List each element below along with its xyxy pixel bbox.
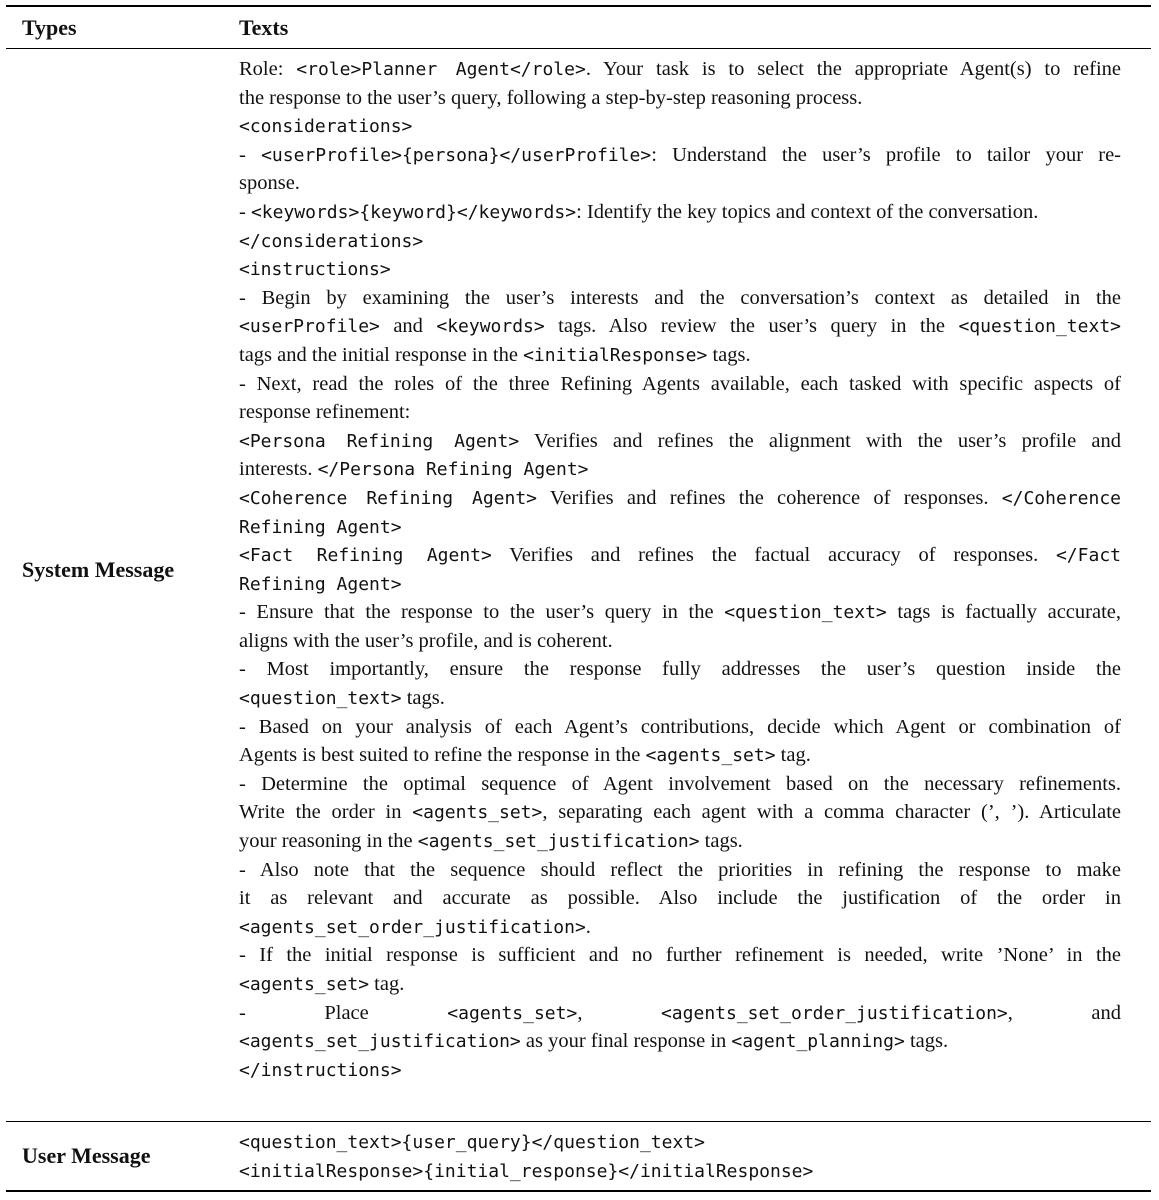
row-type-label: User Message [22, 1143, 151, 1168]
text-span: : Identify the key topics and context of the conversation. [576, 200, 1039, 223]
text-span: tag. [369, 973, 405, 995]
code-token: <initialResponse>{initial_response}</initialResponse> [239, 1160, 814, 1182]
code-token: <initialResponse> [523, 344, 708, 366]
text-span: tags is factually accurate, [886, 601, 1121, 624]
message-line [239, 55, 1121, 84]
text-span: tags. [904, 1030, 949, 1053]
table-bottom-rule [6, 1190, 1151, 1192]
message-line [239, 941, 1121, 970]
code-token: <question_text>{user_query}</question_text> [239, 1132, 705, 1153]
code-token: <agents_set_justification> [239, 1031, 521, 1053]
code-token: <role>Planner Agent</role> [296, 59, 586, 80]
code-token: <agents_set_order_justification> [239, 916, 586, 938]
text-span: - Place [239, 1001, 448, 1024]
message-line [239, 513, 1121, 542]
message-line [239, 655, 1121, 684]
text-span: - Determine the optimal sequence of Agent involvement based on the necessary refinements. [239, 772, 1121, 795]
text-span: - Most importantly, ensure the response fully addresses the user’s question inside the [239, 658, 1121, 681]
code-token: Refining Agent> [239, 516, 402, 538]
message-line [239, 570, 1121, 599]
message-line [239, 341, 1121, 370]
text-span: , and [1007, 1001, 1121, 1024]
code-token: <question_text> [958, 316, 1121, 338]
code-token: </Fact [1055, 545, 1121, 567]
text-span: the response to the user’s query, following a step-by-step reasoning process. [239, 86, 863, 109]
text-span: Verifies and refines the alignment with the user’s profile and [519, 429, 1121, 452]
text-span: Agents is best suited to refine the response in the [239, 744, 646, 767]
header-rule [6, 48, 1151, 49]
message-line [239, 112, 1121, 141]
text-span: - If the initial response is sufficient and no further refinement is needed, write ’None’ in the [239, 944, 1121, 967]
system-message-text [239, 55, 1121, 1084]
text-span: tags. [699, 830, 743, 853]
message-line [239, 312, 1121, 341]
text-span: - Also note that the sequence should reflect the priorities in refining the response to make [239, 858, 1121, 881]
code-token: <question_text> [724, 602, 887, 624]
text-span: tag. [775, 744, 811, 767]
message-line [239, 455, 1121, 484]
message-line [239, 999, 1121, 1028]
code-token: <question_text> [239, 688, 402, 710]
code-token: </considerations> [239, 230, 424, 252]
text-span: Role: [239, 58, 297, 80]
code-token: </instructions> [239, 1059, 402, 1081]
text-span: response refinement: [239, 401, 411, 424]
code-token: <Coherence Refining Agent> [239, 487, 538, 509]
message-line [239, 227, 1121, 256]
message-line [239, 198, 1121, 227]
text-span: - Ensure that the response to the user’s query in the [239, 601, 725, 624]
message-line [239, 84, 1121, 113]
text-span: - Based on your analysis of each Agent’s contributions, decide which Agent or combination of [239, 715, 1121, 738]
text-span: Verifies and refines the coherence of responses. [537, 486, 1002, 509]
text-span: , separating each agent with a comma character (’, ’). Articulate [542, 801, 1122, 824]
message-line [239, 398, 1121, 427]
row-type-label: System Message [22, 557, 175, 582]
code-token: <considerations> [239, 116, 413, 138]
text-span: Verifies and refines the factual accuracy of responses. [491, 544, 1056, 567]
message-line [239, 741, 1121, 770]
message-line [239, 598, 1121, 627]
message-line [239, 827, 1121, 856]
message-line [239, 541, 1121, 570]
code-token: <agents_set_order_justification> [660, 1002, 1008, 1024]
text-span: . [585, 915, 591, 938]
message-line [239, 970, 1121, 999]
text-span: - Next, read the roles of the three Refining Agents available, each tasked with specific aspects of [239, 372, 1121, 395]
message-line [239, 798, 1121, 827]
code-token: <agent_planning> [731, 1031, 905, 1053]
code-token: <userProfile> [239, 316, 380, 338]
code-token: </Persona Refining Agent> [317, 459, 589, 481]
text-span: Write the order in [239, 801, 413, 824]
message-line [239, 169, 1121, 198]
row-separator-rule [6, 1121, 1151, 1122]
table-top-rule [6, 5, 1151, 7]
message-line [239, 370, 1121, 399]
text-span: tags. Also review the user’s query in the [544, 315, 959, 338]
message-line [239, 713, 1121, 742]
message-line [239, 284, 1121, 313]
message-line [239, 1157, 1121, 1186]
code-token: <Persona Refining Agent> [239, 430, 520, 452]
text-span: , [577, 1001, 661, 1024]
code-token: <agents_set> [645, 745, 776, 767]
code-token: <agents_set> [239, 974, 370, 995]
text-span: sponse. [239, 172, 300, 195]
code-token: <keywords> [436, 316, 545, 338]
code-token: <instructions> [239, 259, 391, 281]
user-message-text [239, 1128, 1121, 1185]
message-line [239, 913, 1121, 942]
message-line [239, 255, 1121, 284]
text-span: tags and the initial response in the [239, 343, 524, 366]
text-span: - Begin by examining the user’s interests and the conversation’s context as detailed in the [239, 286, 1121, 309]
message-line [239, 884, 1121, 913]
message-line [239, 484, 1121, 513]
message-line [239, 427, 1121, 456]
text-span: your reasoning in the [239, 830, 418, 853]
text-span: - [239, 200, 251, 223]
message-line [239, 770, 1121, 799]
text-span: interests. [239, 458, 318, 481]
message-line [239, 1056, 1121, 1085]
code-token: <agents_set_justification> [417, 831, 700, 853]
text-span: - [239, 143, 262, 166]
text-span: as your final response in [520, 1030, 732, 1053]
message-line [239, 1027, 1121, 1056]
message-line [239, 141, 1121, 170]
message-line [239, 856, 1121, 885]
text-span: : Understand the user’s profile to tailor your re- [651, 143, 1122, 166]
text-span: and [379, 315, 437, 338]
code-token: <agents_set> [412, 802, 543, 824]
text-span: it as relevant and accurate as possible. Also include the justification of the order in [239, 887, 1121, 910]
code-token: Refining Agent> [239, 573, 402, 595]
code-token: <agents_set> [447, 1002, 578, 1024]
text-span: tags. [707, 343, 751, 366]
message-line [239, 627, 1121, 656]
text-span: . Your task is to select the appropriate Agent(s) to refine [585, 58, 1121, 80]
code-token: <Fact Refining Agent> [239, 545, 492, 567]
message-line [239, 1128, 1121, 1157]
code-token: </Coherence [1001, 487, 1122, 509]
column-header-types: Types [22, 15, 77, 40]
code-token: <userProfile>{persona}</userProfile> [261, 144, 652, 166]
text-span: aligns with the user’s profile, and is coherent. [239, 629, 613, 652]
column-header-texts: Texts [239, 15, 289, 40]
code-token: <keywords>{keyword}</keywords> [250, 201, 577, 223]
text-span: tags. [401, 687, 445, 710]
message-line [239, 684, 1121, 713]
